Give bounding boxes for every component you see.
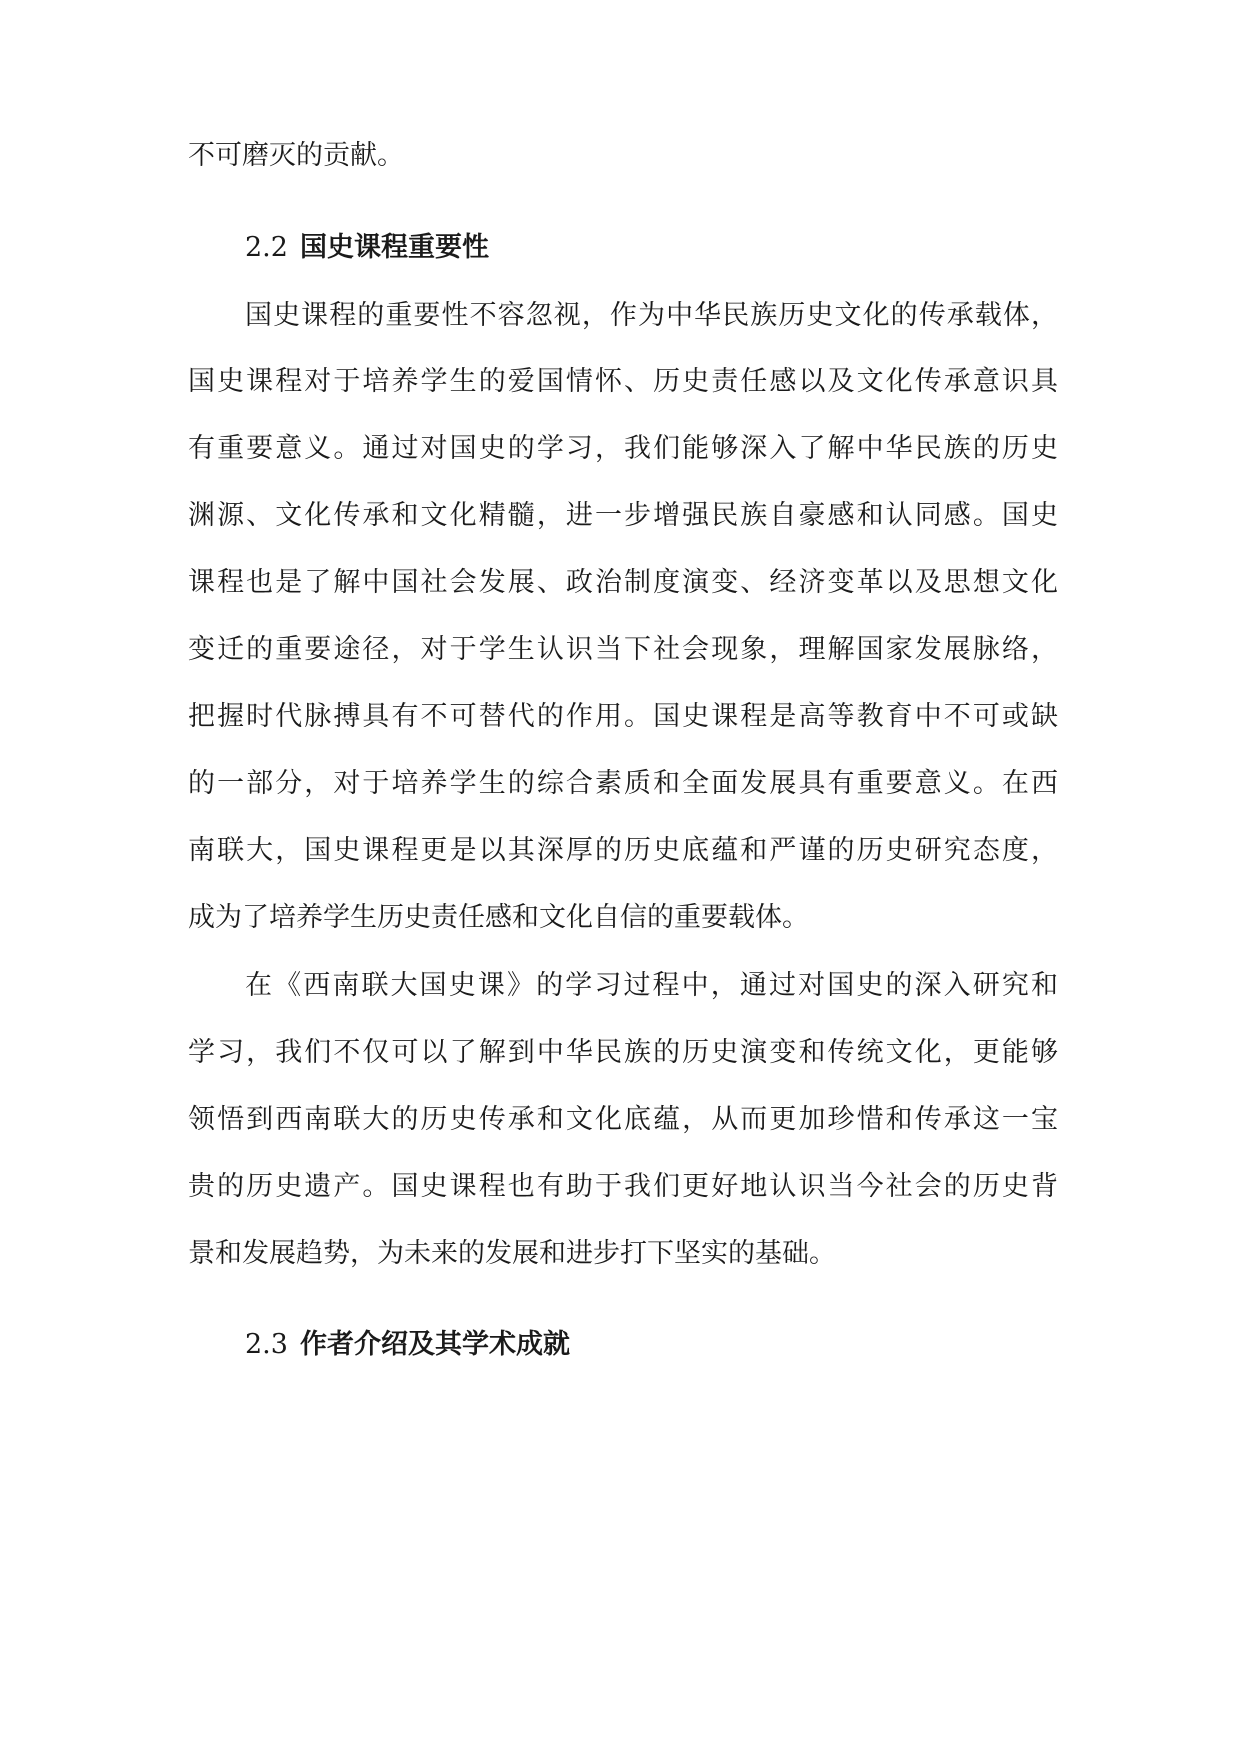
section-title: 作者介绍及其学术成就 <box>299 1329 570 1360</box>
paragraph-line: 国史课程的重要性不容忽视，作为中华民族历史文化的传承载体， <box>245 300 1058 331</box>
paragraph-line: 领悟到西南联大的历史传承和文化底蕴，从而更加珍惜和传承这一宝 <box>188 1104 1058 1135</box>
paragraph-line: 变迁的重要途径，对于学生认识当下社会现象，理解国家发展脉络， <box>188 634 1058 665</box>
paragraph-line: 把握时代脉搏具有不可替代的作用。国史课程是高等教育中不可或缺 <box>188 701 1058 732</box>
paragraph-line: 国史课程对于培养学生的爱国情怀、历史责任感以及文化传承意识具 <box>188 366 1058 397</box>
paragraph-line: 南联大，国史课程更是以其深厚的历史底蕴和严谨的历史研究态度， <box>188 835 1058 866</box>
continuation-text: 不可磨灭的贡献。 <box>188 140 404 171</box>
section-heading-2-3 <box>245 1325 570 1365</box>
section-heading-2-2 <box>245 228 489 268</box>
paragraph-line: 在《西南联大国史课》的学习过程中，通过对国史的深入研究和 <box>245 970 1058 1001</box>
section-number: 2.3 <box>245 1329 288 1360</box>
paragraph-line: 有重要意义。通过对国史的学习，我们能够深入了解中华民族的历史 <box>188 433 1058 464</box>
section-number: 2.2 <box>245 232 288 263</box>
paragraph-line: 景和发展趋势，为未来的发展和进步打下坚实的基础。 <box>188 1238 836 1269</box>
paragraph-line: 学习，我们不仅可以了解到中华民族的历史演变和传统文化，更能够 <box>188 1037 1058 1068</box>
paragraph-line: 的一部分，对于培养学生的综合素质和全面发展具有重要意义。在西 <box>188 768 1058 799</box>
paragraph-line: 贵的历史遗产。国史课程也有助于我们更好地认识当今社会的历史背 <box>188 1171 1058 1202</box>
paragraph-line: 渊源、文化传承和文化精髓，进一步增强民族自豪感和认同感。国史 <box>188 500 1058 531</box>
paragraph-line: 课程也是了解中国社会发展、政治制度演变、经济变革以及思想文化 <box>188 567 1058 598</box>
section-title: 国史课程重要性 <box>299 232 489 263</box>
paragraph-line: 成为了培养学生历史责任感和文化自信的重要载体。 <box>188 902 809 933</box>
